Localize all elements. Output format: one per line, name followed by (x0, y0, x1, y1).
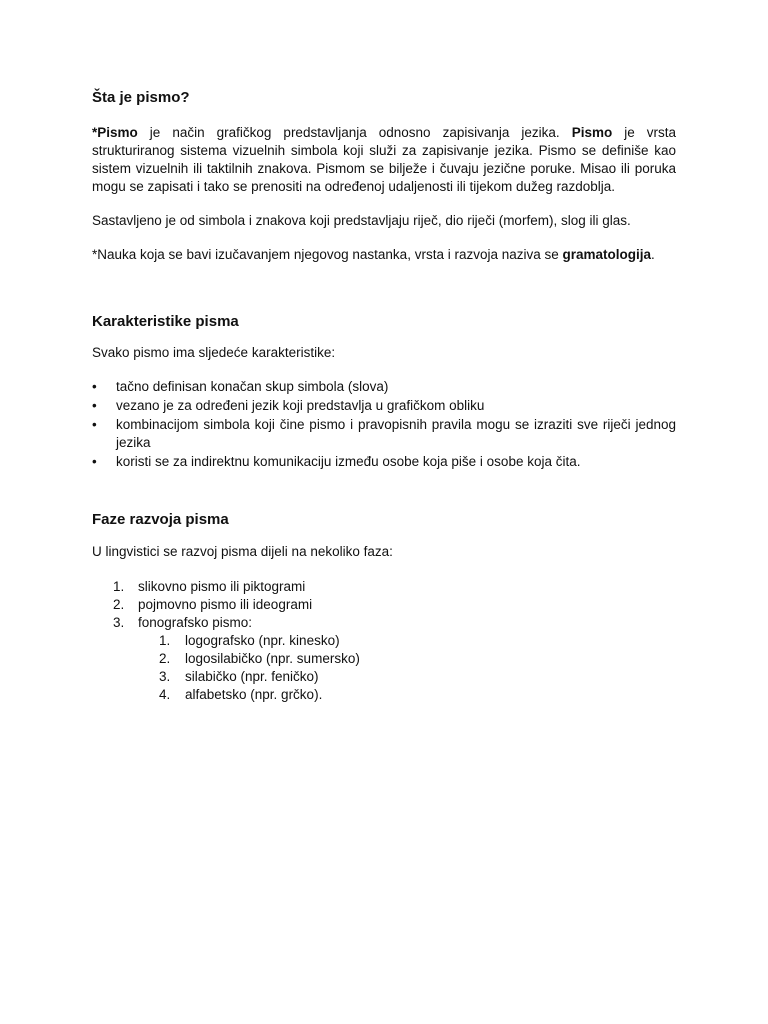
subphase-item (92, 632, 676, 650)
bold-term-pismo-2: Pismo (571, 125, 613, 140)
phase-number: 2. (113, 597, 125, 612)
subphase-item (92, 650, 676, 668)
definition-paragraph (92, 124, 676, 196)
grammatology-end: . (651, 247, 655, 262)
bullet-icon: • (92, 417, 97, 432)
phase-number: 1. (113, 579, 125, 594)
phase-label: pojmovno pismo ili ideogrami (138, 597, 313, 612)
bullet-icon: • (92, 379, 97, 394)
section-title-phases: Faze razvoja pisma (92, 511, 229, 528)
grammatology-text: *Nauka koja se bavi izučavanjem njegovog nastanka, vrsta i razvoja naziva se (92, 247, 563, 262)
subphase-label: logosilabičko (npr. sumersko) (185, 651, 360, 666)
phases-list (92, 578, 676, 632)
subphase-number: 2. (159, 651, 171, 666)
subphase-number: 3. (159, 669, 171, 684)
bullet-icon: • (92, 398, 97, 413)
subphase-number: 1. (159, 633, 171, 648)
subphase-item (92, 668, 676, 686)
list-item-text: vezano je za određeni jezik koji predstavlja u grafičkom obliku (116, 398, 485, 413)
section-title-characteristics: Karakteristike pisma (92, 313, 239, 330)
subphase-item (92, 686, 676, 704)
subphase-label: alfabetsko (npr. grčko). (185, 687, 323, 702)
subphase-label: logografsko (npr. kinesko) (185, 633, 340, 648)
phase-item (92, 614, 676, 632)
phase-item (92, 578, 676, 596)
phase-number: 3. (113, 615, 125, 630)
phase-label: fonografsko pismo: (138, 615, 253, 630)
composition-paragraph: Sastavljeno je od simbola i znakova koji predstavljaju riječ, dio riječi (morfem), slog ili glas. (92, 213, 631, 228)
definition-text-1: je način grafičkog predstavljanja odnosno zapisivanja jezika. (137, 125, 572, 140)
bullet-icon: • (92, 454, 97, 469)
phases-intro: U lingvistici se razvoj pisma dijeli na nekoliko faza: (92, 544, 393, 559)
section-title-what-is-writing: Šta je pismo? (92, 89, 190, 106)
subphases-list (92, 632, 676, 704)
list-item-text: kombinacijom simbola koji čine pismo i pravopisnih pravila mogu se izraziti sve riječi jednog jezika (116, 417, 676, 450)
characteristics-intro: Svako pismo ima sljedeće karakteristike: (92, 345, 336, 360)
list-item (92, 378, 676, 396)
grammatology-paragraph (92, 246, 676, 264)
phase-item (92, 596, 676, 614)
list-item-text: tačno definisan konačan skup simbola (slova) (116, 379, 389, 394)
bold-term-gramatologija: gramatologija (562, 247, 652, 262)
phase-label: slikovno pismo ili piktogrami (138, 579, 306, 594)
bold-term-pismo: *Pismo (92, 125, 138, 140)
list-item (92, 416, 676, 452)
list-item (92, 453, 676, 471)
list-item-text: koristi se za indirektnu komunikaciju između osobe koja piše i osobe koja čita. (116, 454, 581, 469)
list-item (92, 397, 676, 415)
subphase-number: 4. (159, 687, 171, 702)
characteristics-list (92, 378, 676, 471)
definition-text-2: je vrsta strukturiranog sistema vizuelnih simbola koji služi za zapisivanje jezika. Pismo se definiše kao sistem vizuelnih ili taktilnih znakova. Pismom se bilježe i čuvaju jezične poruke. Misao ili poruka mogu se zapisati i tako se prenositi na određenoj udaljenosti ili tijekom dužeg razdoblja. (92, 125, 677, 194)
subphase-label: silabičko (npr. feničko) (185, 669, 319, 684)
